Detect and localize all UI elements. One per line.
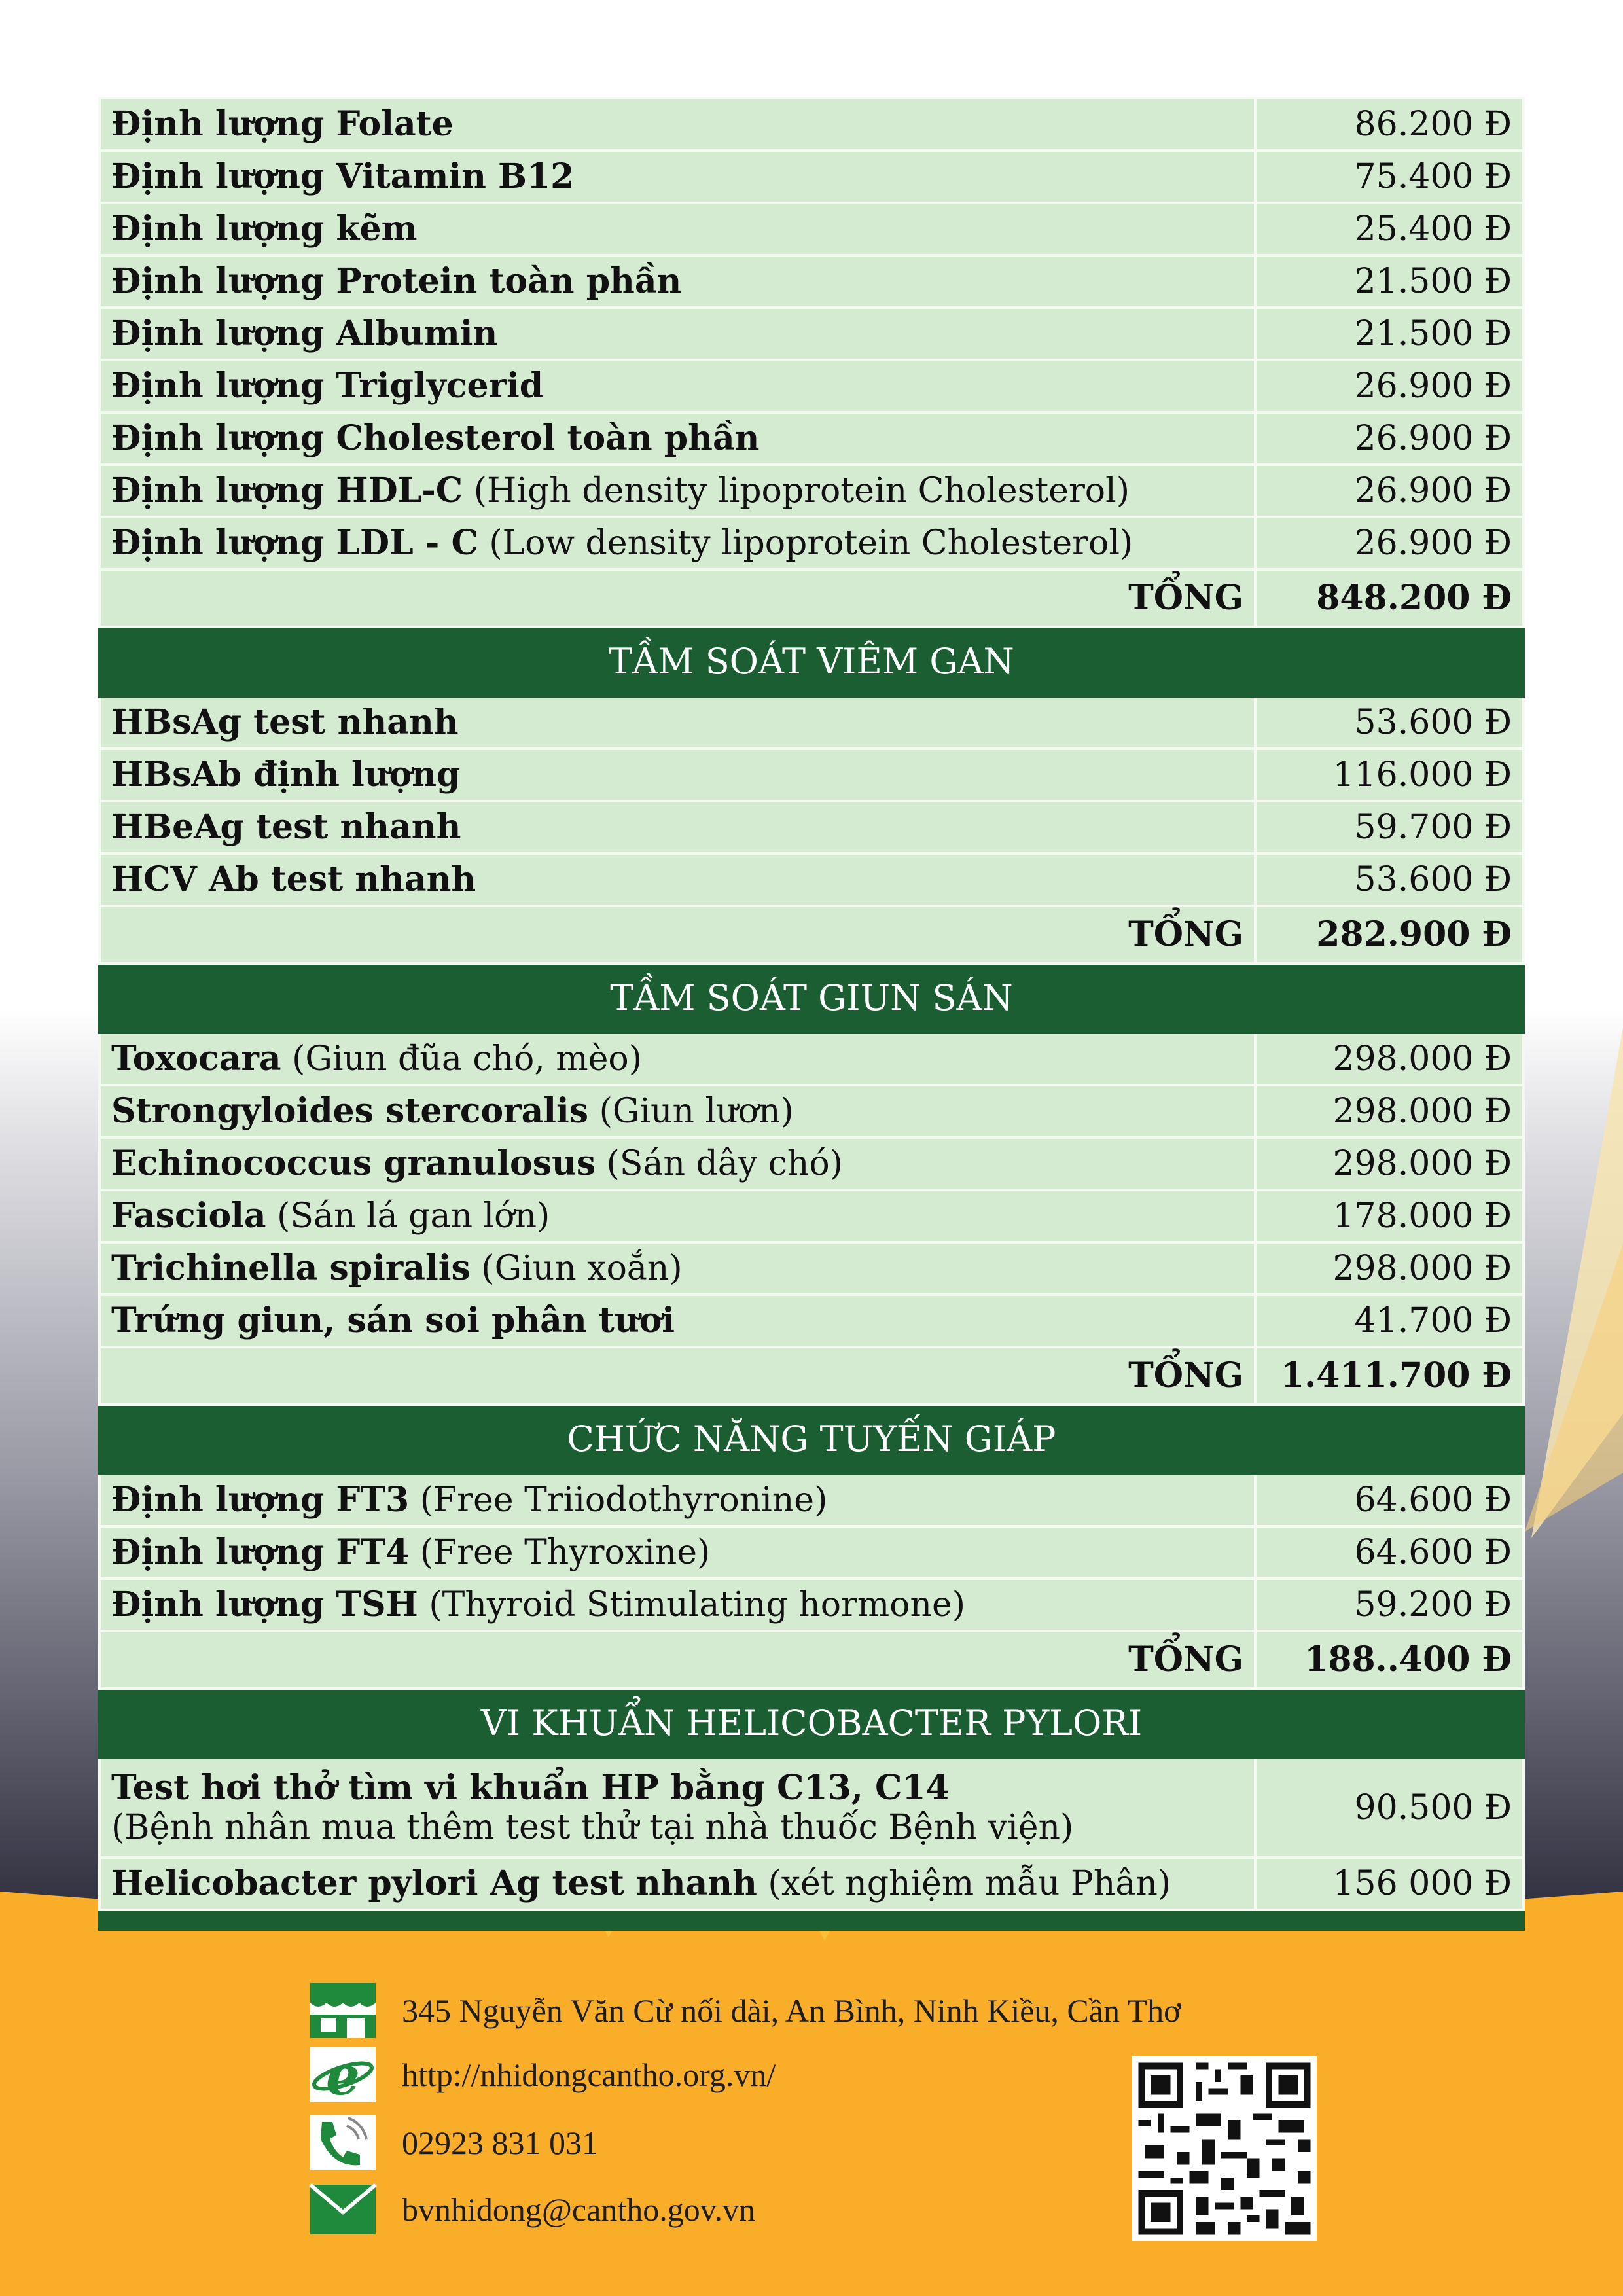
test-name xyxy=(99,360,1255,412)
test-name xyxy=(99,1085,1255,1138)
section-title: TẦM SOÁT GIUN SÁN xyxy=(99,963,1524,1033)
table-row xyxy=(99,696,1524,749)
test-price: 59.200 Đ xyxy=(1255,1579,1524,1631)
section-header-hepatitis xyxy=(99,627,1524,696)
table-row xyxy=(99,255,1524,308)
test-price: 59.700 Đ xyxy=(1255,801,1524,853)
test-name-bold: Trứng giun, sán soi phân tươi xyxy=(111,1300,675,1340)
svg-text:e: e xyxy=(325,2045,361,2105)
test-name xyxy=(99,308,1255,360)
table-row xyxy=(99,151,1524,203)
contact-phone[interactable] xyxy=(308,2113,598,2173)
table-row xyxy=(99,801,1524,853)
total-label: TỔNG xyxy=(99,906,1255,963)
phone-number[interactable]: 02923 831 031 xyxy=(402,2125,598,2161)
section-title: TẦM SOÁT VIÊM GAN xyxy=(99,627,1524,696)
test-name-bold: Định lượng FT4 xyxy=(111,1532,410,1572)
test-price: 156 000 Đ xyxy=(1255,1857,1524,1910)
test-name xyxy=(99,1474,1255,1526)
total-value: 282.900 Đ xyxy=(1255,906,1524,963)
test-name-note: (Giun đũa chó, mèo) xyxy=(281,1039,643,1079)
test-name xyxy=(99,1758,1255,1857)
table-row xyxy=(99,1190,1524,1242)
table-row xyxy=(99,1138,1524,1190)
table-row xyxy=(99,853,1524,906)
total-value: 848.200 Đ xyxy=(1255,569,1524,627)
table-row xyxy=(99,517,1524,569)
test-name-bold: Định lượng Folate xyxy=(111,104,454,144)
test-price: 75.400 Đ xyxy=(1255,151,1524,203)
test-price: 298.000 Đ xyxy=(1255,1033,1524,1085)
test-price: 298.000 Đ xyxy=(1255,1085,1524,1138)
test-name-bold: Trichinella spiralis xyxy=(111,1248,471,1288)
test-name-bold: Định lượng Triglycerid xyxy=(111,366,544,406)
test-name-subnote: (Bệnh nhân mua thêm test thử tại nhà thuốc Bệnh viện) xyxy=(111,1808,1074,1847)
test-name xyxy=(99,1857,1255,1910)
total-label: TỔNG xyxy=(99,1631,1255,1689)
website-link[interactable]: http://nhidongcantho.org.vn/ xyxy=(402,2056,776,2093)
test-name-note: (Free Thyroxine) xyxy=(409,1533,711,1572)
table-row xyxy=(99,360,1524,412)
test-name xyxy=(99,1242,1255,1295)
test-name xyxy=(99,1033,1255,1085)
test-name-bold: Strongyloides stercoralis xyxy=(111,1091,589,1131)
test-name xyxy=(99,255,1255,308)
test-name-bold: Định lượng LDL - C xyxy=(111,523,478,563)
test-price: 21.500 Đ xyxy=(1255,255,1524,308)
test-name-bold: Fasciola xyxy=(111,1196,266,1236)
test-price: 26.900 Đ xyxy=(1255,517,1524,569)
test-price: 53.600 Đ xyxy=(1255,696,1524,749)
table-row xyxy=(99,98,1524,151)
test-name xyxy=(99,412,1255,465)
table-row xyxy=(99,203,1524,255)
test-price: 86.200 Đ xyxy=(1255,98,1524,151)
section-header-helicobacter xyxy=(99,1689,1524,1758)
test-name-bold: HBsAb định lượng xyxy=(111,755,461,795)
test-name xyxy=(99,465,1255,517)
test-price: 41.700 Đ xyxy=(1255,1295,1524,1347)
price-table xyxy=(98,97,1525,1931)
test-name xyxy=(99,1190,1255,1242)
table-row xyxy=(99,749,1524,801)
test-name xyxy=(99,1295,1255,1347)
test-name xyxy=(99,1579,1255,1631)
section-header-thyroid xyxy=(99,1405,1524,1474)
test-price: 298.000 Đ xyxy=(1255,1138,1524,1190)
web-browser-icon xyxy=(308,2045,378,2105)
total-value: 188..400 Đ xyxy=(1255,1631,1524,1689)
test-price: 178.000 Đ xyxy=(1255,1190,1524,1242)
test-name xyxy=(99,517,1255,569)
table-row xyxy=(99,1857,1524,1910)
test-name xyxy=(99,696,1255,749)
test-name-bold: Định lượng FT3 xyxy=(111,1480,410,1520)
test-price: 90.500 Đ xyxy=(1255,1758,1524,1857)
test-name-bold: Định lượng Albumin xyxy=(111,314,498,353)
table-row xyxy=(99,1758,1524,1857)
test-name-note: (xét nghiệm mẫu Phân) xyxy=(757,1864,1171,1903)
total-row xyxy=(99,1631,1524,1689)
bottom-bar-cell xyxy=(99,1910,1524,1929)
test-name xyxy=(99,853,1255,906)
test-name-bold: Định lượng Vitamin B12 xyxy=(111,156,575,196)
test-name-note: (Thyroid Stimulating hormone) xyxy=(418,1585,966,1624)
test-name-note: (Free Triiodothyronine) xyxy=(409,1480,828,1520)
address-text: 345 Nguyễn Văn Cừ nối dài, An Bình, Ninh Kiều, Cần Thơ xyxy=(402,1992,1181,2029)
test-name-bold: Test hơi thở tìm vi khuẩn HP bằng C13, C14 xyxy=(111,1768,950,1808)
test-name-bold: Định lượng kẽm xyxy=(111,209,418,249)
test-name-bold: Định lượng HDL-C xyxy=(111,471,463,511)
test-name-bold: Định lượng Cholesterol toàn phần xyxy=(111,418,760,458)
contact-website[interactable] xyxy=(308,2045,776,2105)
test-price: 298.000 Đ xyxy=(1255,1242,1524,1295)
test-price: 26.900 Đ xyxy=(1255,412,1524,465)
test-name xyxy=(99,98,1255,151)
email-address[interactable]: bvnhidong@cantho.gov.vn xyxy=(402,2191,755,2228)
table-bottom-bar xyxy=(99,1910,1524,1929)
test-name-bold: HBeAg test nhanh xyxy=(111,807,461,847)
test-name-note: (High density lipoprotein Cholesterol) xyxy=(463,471,1130,511)
test-name-bold: Toxocara xyxy=(111,1039,281,1079)
test-name-bold: HCV Ab test nhanh xyxy=(111,859,476,899)
table-row xyxy=(99,1526,1524,1579)
contact-address xyxy=(308,1981,1181,2041)
test-name-bold: HBsAg test nhanh xyxy=(111,702,459,742)
section-header-parasites xyxy=(99,963,1524,1033)
test-name-note: (Giun lươn) xyxy=(588,1092,794,1131)
phone-icon xyxy=(308,2113,378,2173)
store-icon xyxy=(308,1981,378,2041)
table-row xyxy=(99,465,1524,517)
total-row xyxy=(99,569,1524,627)
test-name-note: (Sán lá gan lớn) xyxy=(266,1196,550,1236)
table-row xyxy=(99,1242,1524,1295)
test-price: 26.900 Đ xyxy=(1255,360,1524,412)
test-price: 116.000 Đ xyxy=(1255,749,1524,801)
table-row xyxy=(99,1579,1524,1631)
test-name xyxy=(99,749,1255,801)
test-name xyxy=(99,203,1255,255)
test-name xyxy=(99,1138,1255,1190)
total-row xyxy=(99,906,1524,963)
table-row xyxy=(99,308,1524,360)
test-name-note: (Low density lipoprotein Cholesterol) xyxy=(478,524,1133,563)
test-price: 25.400 Đ xyxy=(1255,203,1524,255)
test-name xyxy=(99,1526,1255,1579)
contact-email[interactable] xyxy=(308,2179,755,2240)
test-name xyxy=(99,151,1255,203)
table-row xyxy=(99,1085,1524,1138)
test-price: 21.500 Đ xyxy=(1255,308,1524,360)
test-name-note: (Giun xoắn) xyxy=(470,1249,683,1288)
table-row xyxy=(99,1474,1524,1526)
email-icon xyxy=(308,2179,378,2240)
table-row xyxy=(99,412,1524,465)
test-price: 53.600 Đ xyxy=(1255,853,1524,906)
table-row xyxy=(99,1033,1524,1085)
test-name-note: (Sán dây chó) xyxy=(596,1144,843,1183)
total-row xyxy=(99,1347,1524,1405)
section-title: CHỨC NĂNG TUYẾN GIÁP xyxy=(99,1405,1524,1474)
test-name-bold: Echinococcus granulosus xyxy=(111,1143,596,1183)
test-name-bold: Định lượng TSH xyxy=(111,1585,418,1624)
test-name xyxy=(99,801,1255,853)
test-price: 64.600 Đ xyxy=(1255,1474,1524,1526)
total-value: 1.411.700 Đ xyxy=(1255,1347,1524,1405)
table-row xyxy=(99,1295,1524,1347)
section-title: VI KHUẨN HELICOBACTER PYLORI xyxy=(99,1689,1524,1758)
test-price: 26.900 Đ xyxy=(1255,465,1524,517)
test-name-bold: Định lượng Protein toàn phần xyxy=(111,261,682,301)
test-name-bold: Helicobacter pylori Ag test nhanh xyxy=(111,1863,757,1903)
qr-code-icon xyxy=(1132,2056,1317,2241)
test-price: 64.600 Đ xyxy=(1255,1526,1524,1579)
total-label: TỔNG xyxy=(99,569,1255,627)
total-label: TỔNG xyxy=(99,1347,1255,1405)
